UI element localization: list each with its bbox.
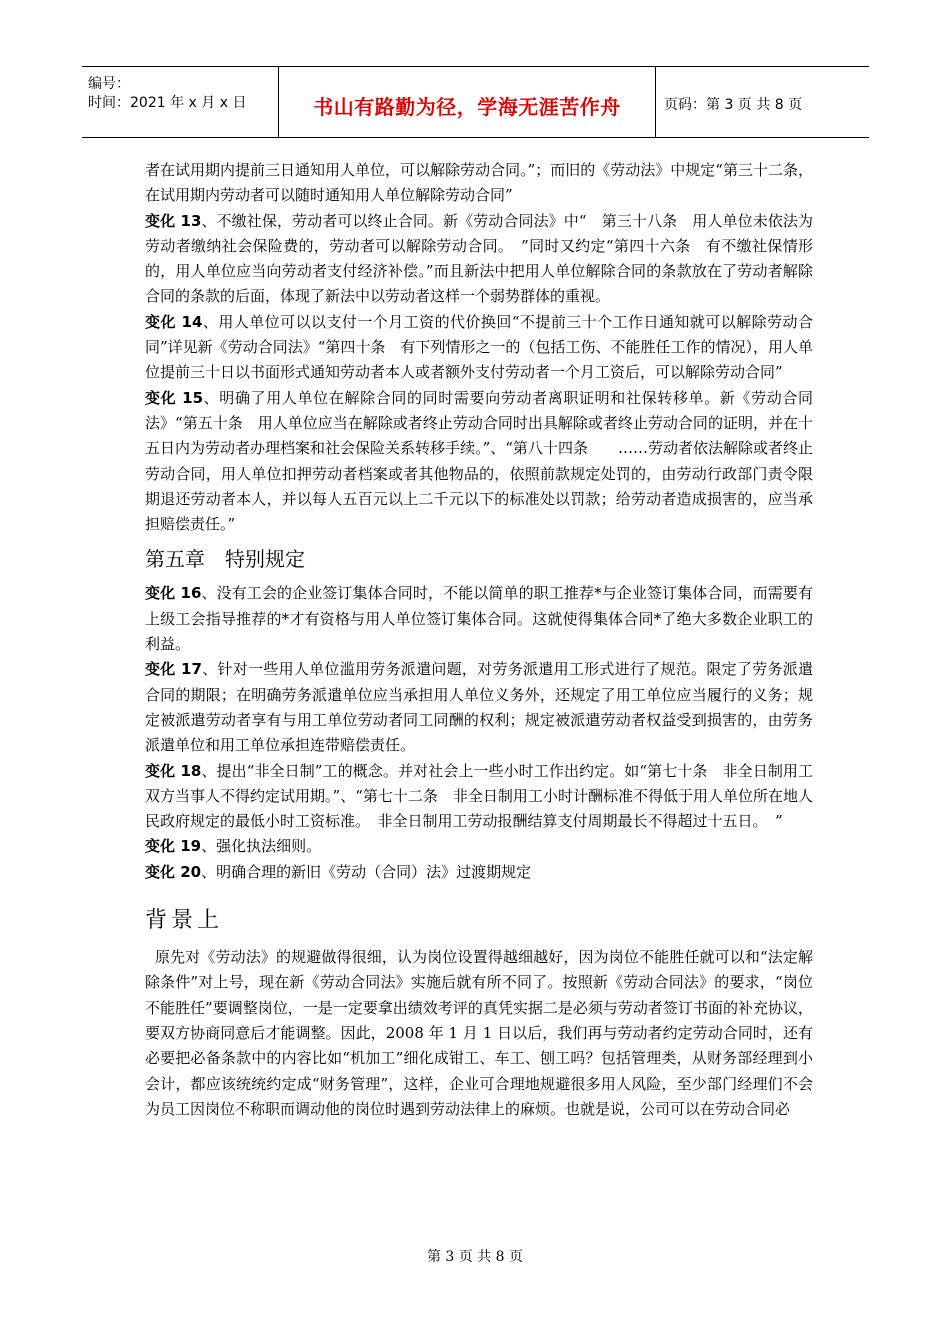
change-tag: 变化 19 [145,837,202,856]
number-label: 编号： [88,76,130,92]
paragraph-text: 、明确了用人单位在解除合同的同时需要向劳动者离职证明和社保转移单。新《劳动合同法》“第五十条 用人单位应当在解除或者终止劳动合同时出具解除或者终止劳动合同的证明，并在十五日内为劳动者办理档案和社会保险关系转移手续。”、“第八十四条 ……劳动者依法解除或者终止劳动合同，用人单位扣押劳动者档案或者其他物品的，依照前款规定处罚的，由劳动行政部门责令限期退还劳动者本人，并以每人五百元以上二千元以下的标准处以罚款；给劳动者造成损害的，应当承担赔偿责任。” [145,388,813,534]
time-label: 时间：2021 年 x 月 x 日 [88,95,247,111]
paragraph-text: 、用人单位可以以支付一个月工资的代价换回“不提前三十个工作日通知就可以解除劳动合同”详见新《劳动合同法》“第四十条 有下列情形之一的（包括工伤、不能胜任工作的情况），用人单位提前三十日以书面形式通知劳动者本人或者额外支付劳动者一个月工资后，可以解除劳动合同” [145,312,813,382]
change-tag: 变化 18 [145,761,202,780]
change-tag: 变化 20 [145,862,202,881]
paragraph [145,310,813,386]
paragraph [145,581,813,657]
change-tag: 变化 16 [145,584,202,603]
paragraph-text: 、强化执法细则。 [201,837,322,856]
paragraph-text: 、不缴社保，劳动者可以终止合同。新《劳动合同法》中“ 第三十八条 用人单位未依法为劳动者缴纳社会保险费的，劳动者可以解除劳动合同。 ”同时又约定“第四十六条 有不缴社保情形的，用人单位应当向劳动者支付经济补偿。”而且新法中把用人单位解除合同的条款放在了劳动者解除合同的条款的后面，体现了新法中以劳动者这样一个弱势群体的重视。 [145,211,813,306]
paragraph-text: 、没有工会的企业签订集体合同时，不能以简单的职工推荐*与企业签订集体合同，而需要有上级工会指导推荐的*才有资格与用人单位签订集体合同。这就使得集体合同*了绝大多数企业职工的利益。 [145,584,813,654]
paragraph [145,759,813,835]
change-tag: 变化 14 [145,312,203,331]
paragraph-text: 者在试用期内提前三日通知用人单位，可以解除劳动合同。”；而旧的《劳动法》中规定“第三十二条，在试用期内劳动者可以随时通知用人单位解除劳动合同” [145,161,813,205]
paragraph [145,386,813,538]
document-body [145,158,813,1122]
paragraph [145,158,813,209]
header-page-cell [656,67,869,137]
header-info-cell [82,67,279,137]
header-motto-cell [279,67,656,137]
chapter-heading: 第五章 特别规定 [145,547,305,572]
paragraph [145,657,813,758]
change-tag: 变化 15 [145,388,204,407]
page-header [82,66,869,138]
paragraph-text: 、针对一些用人单位滥用劳务派遣问题，对劳务派遣用工形式进行了规范。限定了劳务派遣合同的期限；在明确劳务派遣单位应当承担用人单位义务外，还规定了用工单位应当履行的义务；规定被派遣劳动者享有与用工单位劳动者同工同酬的权利；规定被派遣劳动者权益受到损害的，由劳务派遣单位和用工单位承担连带赔偿责任。 [145,660,813,755]
paragraph [145,209,813,310]
background-paragraph: 原先对《劳动法》的规避做得很细，认为岗位设置得越细越好，因为岗位不能胜任就可以和“法定解除条件”对上号，现在新《劳动合同法》实施后就有所不同了。按照新《劳动合同法》的要求，“岗位不能胜任”要调整岗位，一是一定要拿出绩效考评的真凭实据二是必须与劳动者签订书面的补充协议，要双方协商同意后才能调整。因此，2008 年 1 月 1 日以后，我们再与劳动者约定劳动合同时，还有必要把必备条款中的内容比如“机加工”细化成钳工、车工、刨工吗？包括管理类，从财务部经理到小会计，都应该统统约定成“财务管理”，这样，企业可合理地规避很多用人风险，至少部门经理们不会为员工因岗位不称职而调动他的岗位时遇到劳动法律上的麻烦。也就是说，公司可以在劳动合同必 [145,948,813,1118]
page-footer: 第 3 页 共 8 页 [426,1249,524,1265]
paragraph [145,860,813,885]
page-label: 页码：第 3 页 共 8 页 [664,97,803,113]
paragraph [145,834,813,859]
change-tag: 变化 13 [145,211,202,230]
paragraph-text: 、明确合理的新旧《劳动（合同）法》过渡期规定 [201,862,532,881]
change-tag: 变化 17 [145,660,202,679]
paragraph-text: 、提出“非全日制”工的概念。并对社会上一些小时工作出约定。如“第七十条 非全日制用工双方当事人不得约定试用期。”、“第七十二条 非全日制用工小时计酬标准不得低于用人单位所在地人民政府规定的最低小时工资标准。 非全日制用工劳动报酬结算支付周期最长不得超过十五日。 ” [145,761,813,831]
section-heading: 背景上 [145,908,224,934]
motto: 书山有路勤为径，学海无涯苦作舟 [313,95,621,119]
